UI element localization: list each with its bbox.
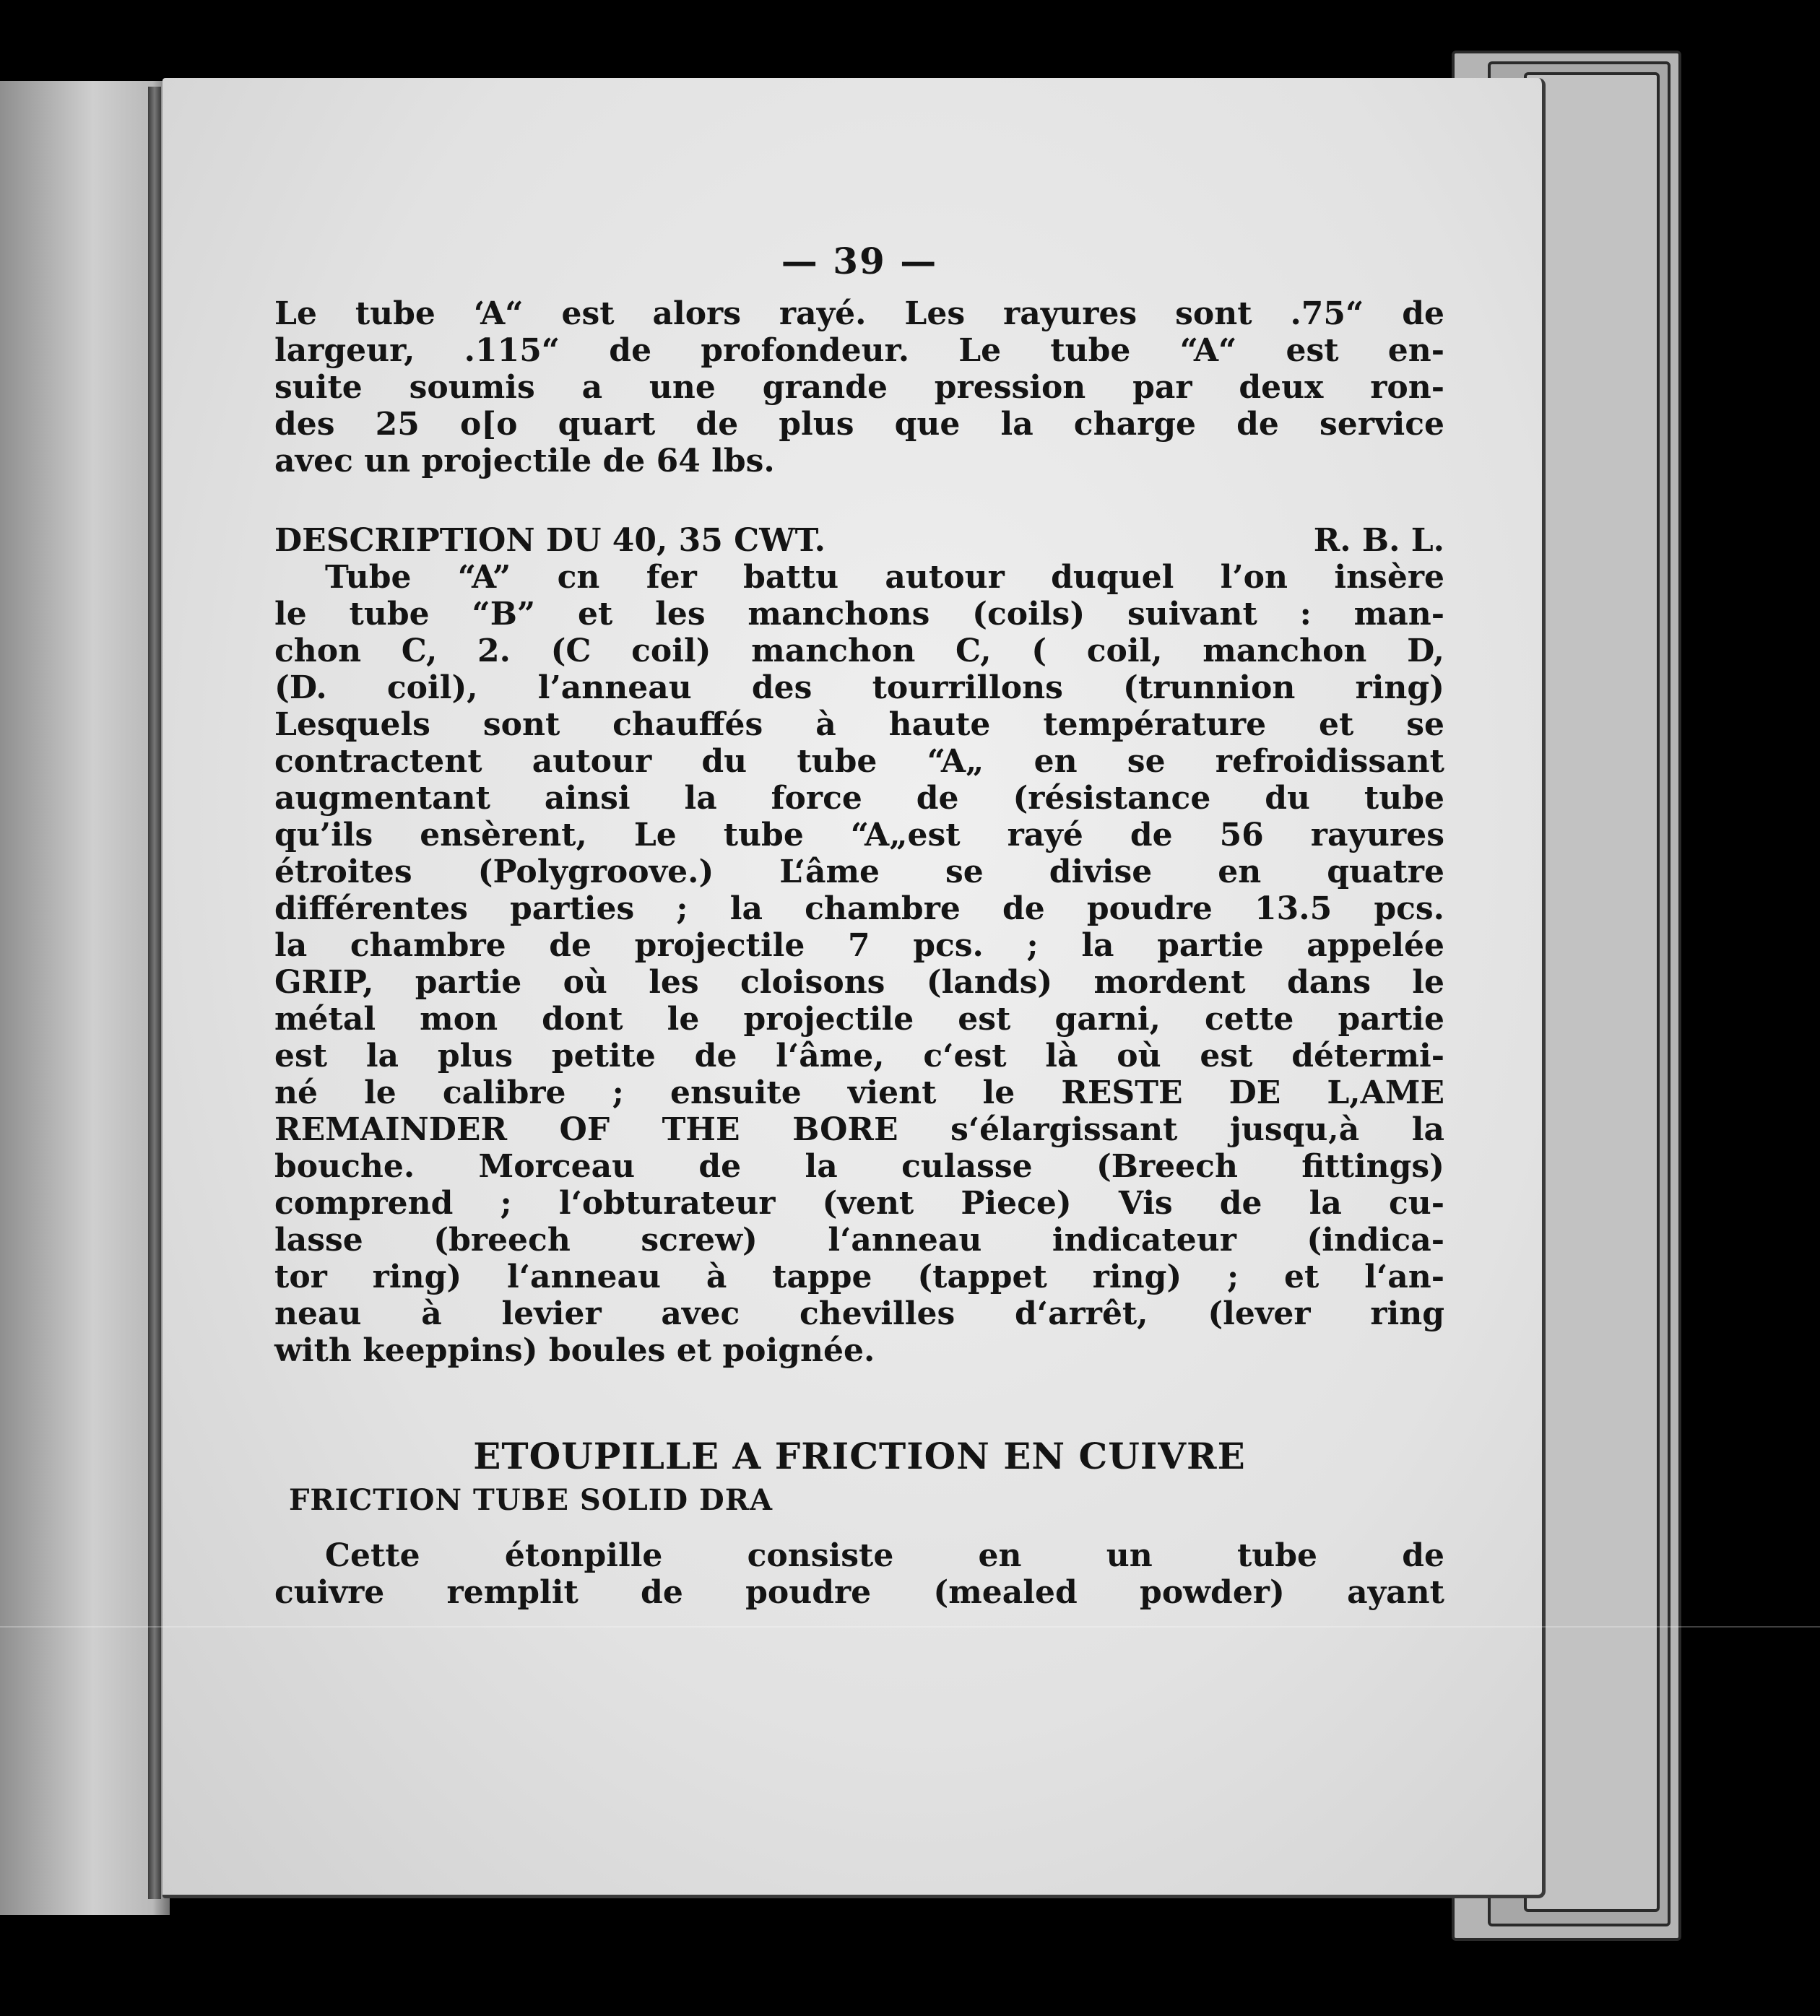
text-line: avec un projectile de 64 lbs. — [274, 443, 775, 479]
description-heading — [274, 522, 1444, 559]
text-line: la chambre de projectile 7 pcs. ; la partie appelée — [274, 927, 1444, 964]
paragraph-description — [274, 559, 1444, 1406]
text-line: bouche. Morceau de la culasse (Breech fittings) — [274, 1148, 1444, 1185]
description-heading-left: DESCRIPTION DU 40, 35 CWT. — [274, 522, 826, 559]
text-line: qu’ils ensèrent, Le tube “A„est rayé de 56 rayures — [274, 817, 1444, 853]
page-number: — 39 — — [781, 240, 938, 282]
section-subtitle: FRICTION TUBE SOLID DRA — [289, 1483, 774, 1517]
text-line: Le tube ‘A“ est alors rayé. Les rayures sont .75“ de — [274, 295, 1444, 332]
page-text — [274, 240, 1444, 1648]
book-page — [162, 78, 1546, 1898]
section-title: ETOUPILLE A FRICTION EN CUIVRE — [473, 1435, 1246, 1477]
text-line: Cette étonpille consiste en un tube de — [325, 1537, 1444, 1574]
text-line: étroites (Polygroove.) L‘âme se divise en quatre — [274, 853, 1444, 890]
description-heading-right: R. B. L. — [1313, 522, 1444, 559]
text-line: suite soumis a une grande pression par deux ron- — [274, 369, 1444, 406]
previous-page-edge — [0, 81, 170, 1915]
text-line: tor ring) l‘anneau à tappe (tappet ring) ; et l‘an- — [274, 1259, 1444, 1295]
text-line: métal mon dont le projectile est garni, cette partie — [274, 1001, 1444, 1038]
text-line: Lesquels sont chauffés à haute température et se — [274, 706, 1444, 743]
text-line: GRIP, partie où les cloisons (lands) mordent dans le — [274, 964, 1444, 1001]
text-line: with keeppins) boules et poignée. — [274, 1332, 875, 1369]
text-line: est la plus petite de l‘âme, c‘est là où est détermi- — [274, 1038, 1444, 1074]
text-line: le tube “B” et les manchons (coils) suivant : man- — [274, 596, 1444, 633]
text-line: Tube “A” cn fer battu autour duquel l’on insère — [325, 559, 1444, 596]
text-line: chon C, 2. (C coil) manchon C, ( coil, manchon D, — [274, 633, 1444, 669]
paragraph-friction-tube — [274, 1537, 1444, 1648]
text-line: né le calibre ; ensuite vient le RESTE DE L,AME — [274, 1074, 1444, 1111]
paragraph-rifling — [274, 295, 1444, 516]
text-line: contractent autour du tube “A„ en se refroidissant — [274, 743, 1444, 780]
text-line: des 25 o[o quart de plus que la charge de service — [274, 406, 1444, 443]
text-line: comprend ; l‘obturateur (vent Piece) Vis de la cu- — [274, 1185, 1444, 1222]
scan-artifact-line — [0, 1626, 1820, 1628]
text-line: (D. coil), l’anneau des tourrillons (trunnion ring) — [274, 669, 1444, 706]
text-line: lasse (breech screw) l‘anneau indicateur (indica- — [274, 1222, 1444, 1259]
text-line: REMAINDER OF THE BORE s‘élargissant jusqu‚à la — [274, 1111, 1444, 1148]
text-line: cuivre remplit de poudre (mealed powder) ayant — [274, 1574, 1444, 1611]
text-line: largeur, .115“ de profondeur. Le tube “A“ est en- — [274, 332, 1444, 369]
text-line: neau à levier avec chevilles d‘arrêt, (lever ring — [274, 1295, 1444, 1332]
text-line: différentes parties ; la chambre de poudre 13.5 pcs. — [274, 890, 1444, 927]
text-line: augmentant ainsi la force de (résistance du tube — [274, 780, 1444, 817]
